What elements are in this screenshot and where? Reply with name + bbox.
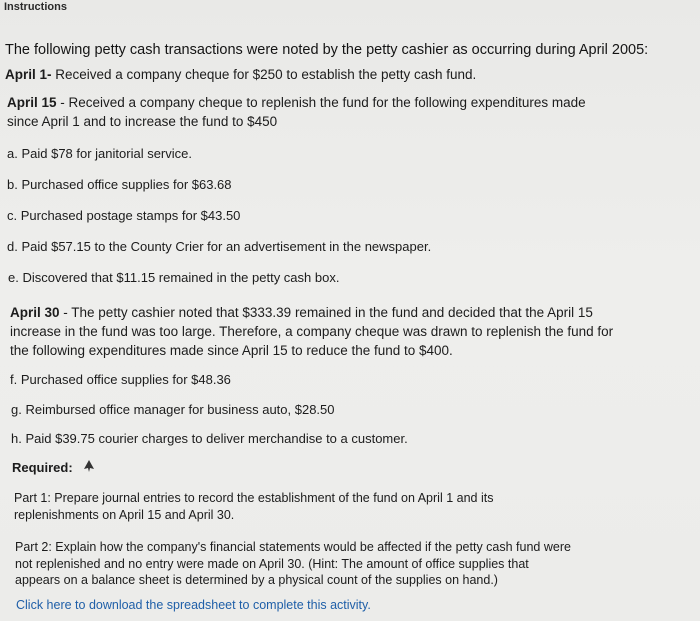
april-1-label: April 1- [5, 67, 52, 82]
part-2-line3: appears on a balance sheet is determined by a physical count of the supplies on hand.) [15, 573, 498, 587]
part-1-line2: replenishments on April 15 and April 30. [14, 508, 235, 522]
download-spreadsheet-link[interactable]: Click here to download the spreadsheet to complete this activity. [16, 598, 371, 612]
list-item-h: h. Paid $39.75 courier charges to deliver merchandise to a customer. [11, 431, 408, 446]
intro-text: The following petty cash transactions were noted by the petty cashier as occurring during April 2005: [5, 42, 649, 58]
part-2-line2: not replenished and no entry were made on April 30. (Hint: The amount of office supplies that [15, 557, 529, 571]
list-item-d: d. Paid $57.15 to the County Crier for an advertisement in the newspaper. [7, 239, 432, 254]
april-15-label: April 15 [7, 95, 57, 110]
part-2-line1: Part 2: Explain how the company's financial statements would be affected if the petty cash fund were [15, 540, 571, 554]
april-30-line2: increase in the fund was too large. Therefore, a company cheque was drawn to replenish the fund for [10, 324, 614, 339]
mouse-pointer-icon [84, 460, 94, 472]
april-30-label: April 30 [10, 305, 60, 320]
list-item-g: g. Reimbursed office manager for business auto, $28.50 [11, 402, 335, 417]
april-15-text-1: - Received a company cheque to replenish the fund for the following expenditures made [56, 95, 586, 110]
april-30-line3: the following expenditures made since April 15 to reduce the fund to $400. [10, 343, 453, 358]
list-item-b: b. Purchased office supplies for $63.68 [7, 177, 232, 192]
list-item-e: e. Discovered that $11.15 remained in the petty cash box. [8, 270, 340, 285]
april-1-text: Received a company cheque for $250 to establish the petty cash fund. [51, 67, 477, 82]
instructions-heading: Instructions [4, 1, 67, 13]
list-item-f: f. Purchased office supplies for $48.36 [10, 372, 231, 387]
april-1-entry [5, 67, 476, 83]
april-15-line2: since April 1 and to increase the fund to $450 [7, 114, 278, 129]
april-30-line1 [10, 305, 593, 321]
required-label: Required: [12, 460, 73, 475]
list-item-c: c. Purchased postage stamps for $43.50 [7, 208, 241, 223]
april-15-line1 [7, 95, 586, 111]
list-item-a: a. Paid $78 for janitorial service. [7, 146, 192, 161]
part-1-line1: Part 1: Prepare journal entries to record the establishment of the fund on April 1 and its [14, 491, 494, 505]
april-30-text-1: - The petty cashier noted that $333.39 remained in the fund and decided that the April 15 [59, 305, 593, 320]
